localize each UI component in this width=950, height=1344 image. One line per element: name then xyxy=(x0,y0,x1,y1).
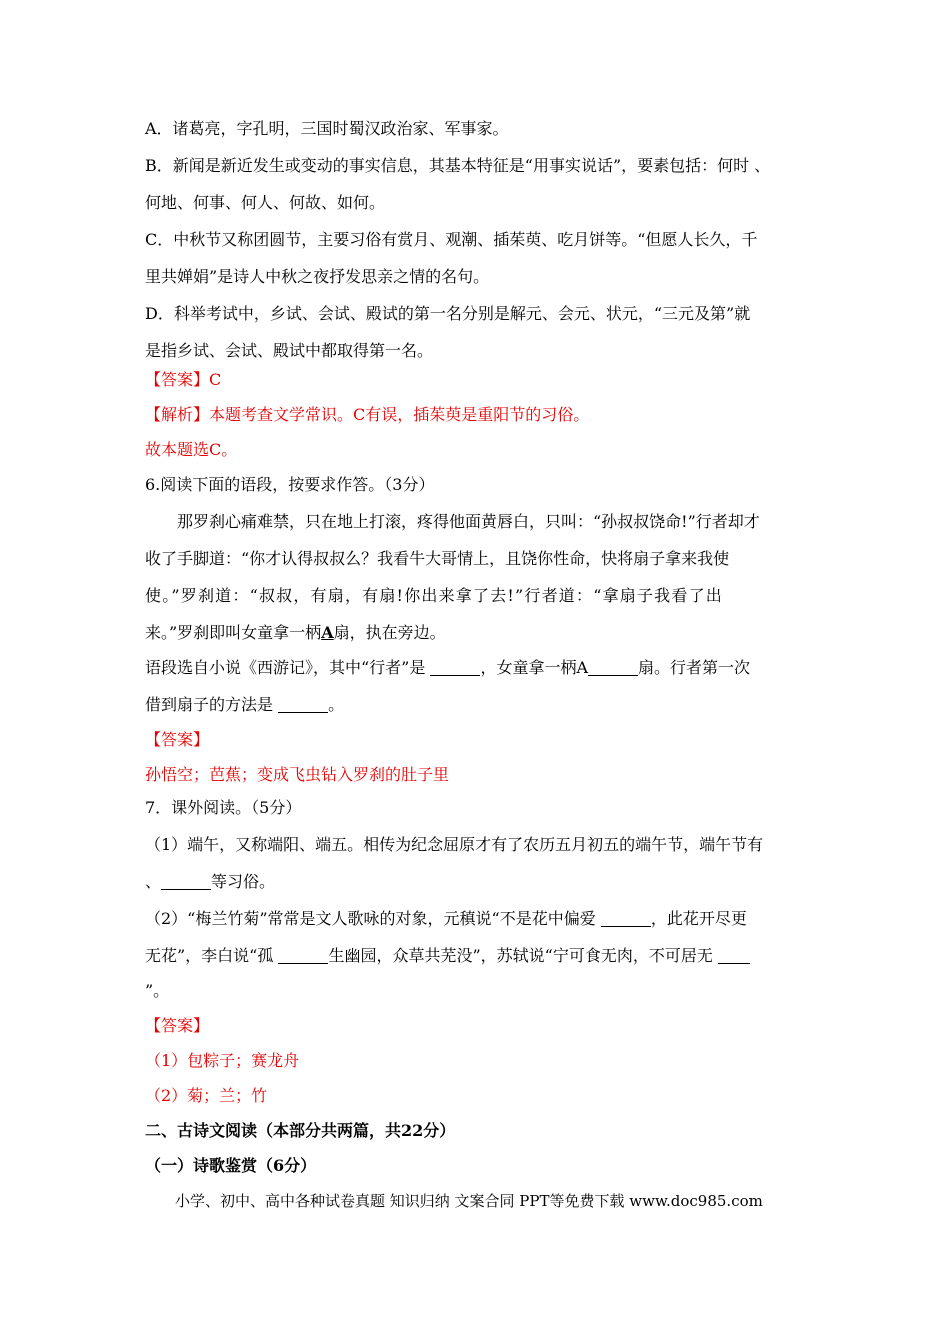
task-text: 、 xyxy=(145,872,162,891)
q7-sub2-line1 xyxy=(145,908,825,930)
blank xyxy=(430,659,480,676)
q6-passage-line2: 收了手脚道：“你才认得叔叔么？我看牛大哥情上，且饶你性命，快将扇子拿来我使 xyxy=(145,549,730,568)
blank xyxy=(588,659,638,676)
page-footer: 小学、初中、高中各种试卷真题 知识归纳 文案合同 PPT等免费下载 www.doc985.com xyxy=(175,1192,763,1210)
task-text: ，此花开尽更 xyxy=(650,909,747,928)
section-subheading: （一）诗歌鉴赏（6分） xyxy=(145,1156,317,1175)
blank xyxy=(278,696,328,713)
section-heading: 二、古诗文阅读（本部分共两篇，共22分） xyxy=(145,1121,456,1140)
q6-passage-line4 xyxy=(145,622,825,644)
q5-analysis xyxy=(145,404,825,426)
passage-text: 扇，执在旁边。 xyxy=(333,623,446,642)
q6-answer: 孙悟空；芭蕉；变成飞虫钻入罗刹的肚子里 xyxy=(145,765,450,784)
marker-a: A xyxy=(321,623,334,642)
blank xyxy=(161,873,211,890)
option-a: A．诸葛亮，字孔明，三国时蜀汉政治家、军事家。 xyxy=(145,119,509,138)
q7-answer-2: （2）菊；兰；竹 xyxy=(145,1086,268,1105)
option-c-line1: C．中秋节又称团圆节，主要习俗有赏月、观潮、插茱萸、吃月饼等。“但愿人长久，千 xyxy=(145,230,758,249)
blank xyxy=(278,947,328,964)
task-text: 等习俗。 xyxy=(211,872,276,891)
q7-sub2-line3: ”。 xyxy=(145,981,170,1000)
option-d-line2: 是指乡试、会试、殿试中都取得第一名。 xyxy=(145,341,434,360)
q7-sub2-line2 xyxy=(145,945,825,967)
q7-answer-label: 【答案】 xyxy=(145,1016,210,1035)
analysis-text: 本题考查文学常识。C有误，插茱萸是重阳节的习俗。 xyxy=(209,405,590,424)
answer-label: 【答案】 xyxy=(145,370,210,389)
q6-passage-line1: 那罗刹心痛难禁，只在地上打滚，疼得他面黄唇白，只叫：“孙叔叔饶命!”行者却才 xyxy=(177,512,760,531)
task-text: 语段选自小说《西游记》，其中“行者”是 xyxy=(145,658,426,677)
option-d-line1: D．科举考试中，乡试、会试、殿试的第一名分别是解元、会元、状元，“三元及第”就 xyxy=(145,304,751,323)
task-text: 。 xyxy=(328,695,345,714)
q5-answer xyxy=(145,369,825,391)
analysis-label: 【解析】 xyxy=(145,405,210,424)
answer-value: C xyxy=(209,370,222,389)
blank xyxy=(718,947,750,964)
q7-sub1-line1: （1）端午，又称端阳、端五。相传为纪念屈原才有了农历五月初五的端午节，端午节有 xyxy=(145,835,764,854)
task-text: 无花”，李白说“孤 xyxy=(145,946,274,965)
q6-task-line1 xyxy=(145,657,825,679)
task-text: （2）“梅兰竹菊”常常是文人歌咏的对象，元稹说“不是花中偏爱 xyxy=(145,909,596,928)
option-b-line1: B．新闻是新近发生或变动的事实信息，其基本特征是“用事实说话”，要素包括：何时 、 xyxy=(145,156,771,175)
q5-conclusion: 故本题选C。 xyxy=(145,440,238,459)
q6-passage-line3: 使。”罗刹道：“叔叔，有扇，有扇!你出来拿了去!”行者道：“拿扇子我看了出 xyxy=(145,586,723,605)
q7-answer-1: （1）包粽子；赛龙舟 xyxy=(145,1051,300,1070)
q7-title: 7．课外阅读。（5分） xyxy=(145,798,302,817)
task-text: 生幽园，众草共芜没”，苏轼说“宁可食无肉，不可居无 xyxy=(328,946,713,965)
blank xyxy=(601,910,651,927)
task-text: 扇。行者第一次 xyxy=(638,658,751,677)
option-c-line2: 里共婵娟”是诗人中秋之夜抒发思亲之情的名句。 xyxy=(145,267,490,286)
q6-task-line2 xyxy=(145,694,825,716)
task-text: ，女童拿一柄A xyxy=(480,658,589,677)
option-b-line2: 何地、何事、何人、何故、如何。 xyxy=(145,193,386,212)
task-text: 借到扇子的方法是 xyxy=(145,695,274,714)
q6-answer-label: 【答案】 xyxy=(145,730,210,749)
q7-sub1-line2 xyxy=(145,871,825,893)
q6-title: 6.阅读下面的语段，按要求作答。（3分） xyxy=(145,475,435,494)
passage-text: 来。”罗刹即叫女童拿一柄 xyxy=(145,623,322,642)
